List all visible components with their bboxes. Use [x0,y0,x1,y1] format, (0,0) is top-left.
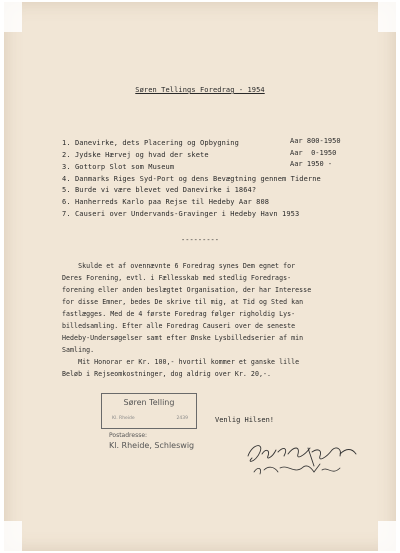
lecture-item: 2. Jydske Hærvej og hvad der skete [62,151,209,159]
lecture-item: 1. Danevirke, dets Placering og Opbygning [62,139,239,147]
postal-label: Postadresse: [109,432,148,439]
document-title: Søren Tellings Foredrag - 1954 [135,86,265,94]
lecture-item: 4. Danmarks Riges Syd-Port og dens Bevægtning gennem Tiderne [62,175,321,183]
lecture-item: 7. Causeri over Undervands-Gravinger i Hedeby Havn 1953 [62,210,300,218]
paper-corner [378,521,396,551]
body-line: Beløb i Rejseomkostninger, dog aldrig over Kr. 20,-. [62,370,272,378]
body-line: fastlægges. Med de 4 første Foredrag følger righoldig Lys- [62,310,296,318]
body-line: Hedeby-Undersøgelser samt efter Ønske Lysbilledserier af min [62,334,304,342]
paper-corner [378,2,396,32]
stamp-number: 2439 [176,416,188,421]
body-line: Mit Honorar er Kr. 100,- hvortil kommer et ganske lille [62,358,300,366]
lecture-years: Aar 1950 - [290,160,333,168]
greeting: Venlig Hilsen! [215,416,275,424]
stamp-name: Søren Telling [123,398,175,407]
paper-corner [4,2,22,32]
lecture-years: Aar 0-1950 [290,149,337,157]
lecture-years: Aar 800-1950 [290,137,341,145]
lecture-item: 6. Hanherreds Karlo paa Rejse til Hedeby Aar 808 [62,198,270,206]
paper-corner [4,521,22,551]
lecture-item: 5. Burde vi være blevet ved Danevirke i 1864? [62,186,257,194]
body-line: billedsamling. Efter alle Foredrag Causeri over de seneste [62,322,296,330]
body-line: Skulde et af ovennævnte 6 Foredrag synes Dem egnet for [62,262,296,270]
handwritten-signature [244,436,364,478]
body-line: forening eller anden beslægtet Organisation, der har Interesse [62,286,312,294]
body-line: Samling. [62,346,95,354]
stamp-address: Kl. Rheide [112,416,135,421]
body-line: for disse Emner, bedes De skrive til mig, at Tid og Sted kan [62,298,304,306]
body-line: Deres Forening, evtl. i Fællesskab med stedlig Foredrags- [62,274,292,282]
separator-line: --------- [181,236,219,244]
address-stamp [101,393,197,429]
lecture-item: 3. Gottorp Slot som Museum [62,163,175,171]
postal-address: Kl. Rheide, Schleswig [109,441,195,450]
